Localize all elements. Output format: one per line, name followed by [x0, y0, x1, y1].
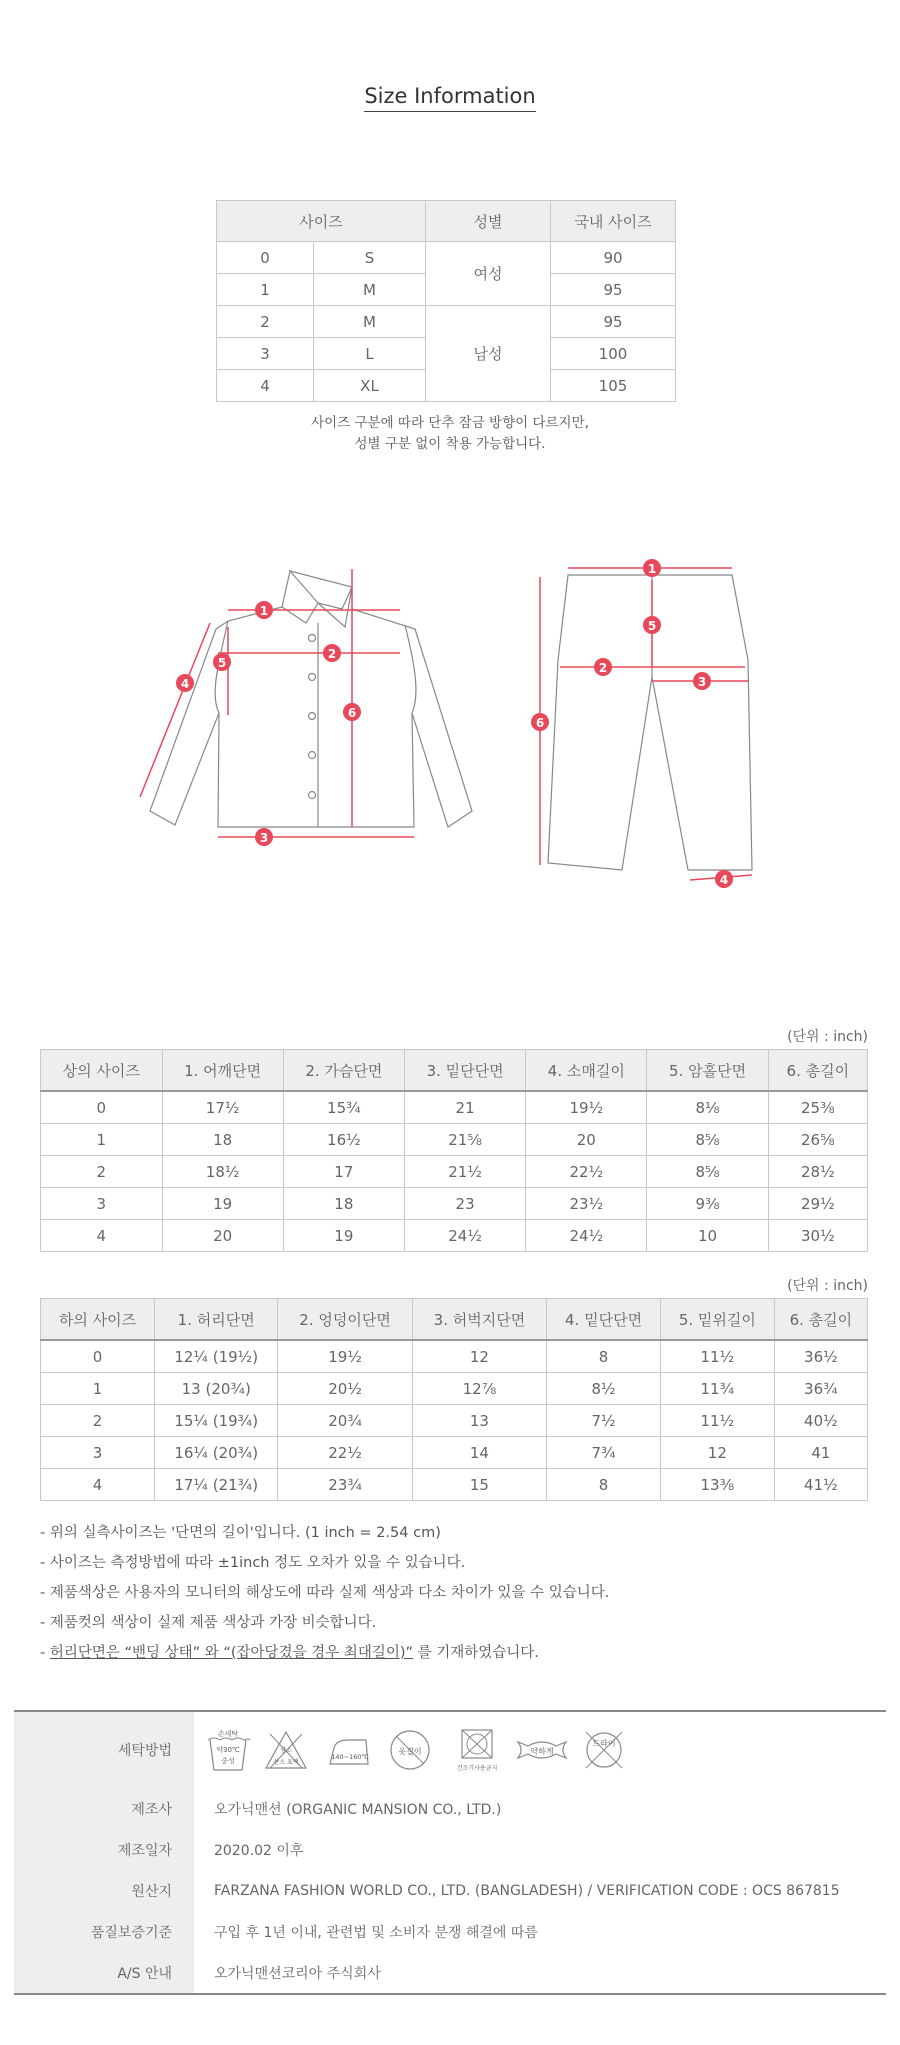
table-cell: 4	[41, 1469, 155, 1501]
svg-text:4: 4	[719, 873, 729, 887]
pants-marker-6	[531, 713, 549, 731]
pants-marker-4	[715, 870, 733, 888]
table-row	[41, 1469, 868, 1501]
table-cell: 24½	[526, 1220, 647, 1252]
table-cell: 3	[41, 1188, 163, 1220]
table-cell: 13⅜	[660, 1469, 774, 1501]
table-cell: 11¾	[660, 1373, 774, 1405]
pants-marker-3	[693, 672, 711, 690]
shirt-marker-6	[343, 703, 361, 721]
table-cell: 12	[660, 1437, 774, 1469]
unit-label-top: (단위 : inch)	[787, 1029, 868, 1045]
table-cell: 30½	[768, 1220, 867, 1252]
table-cell: 3	[41, 1437, 155, 1469]
hand-wash-icon	[204, 1726, 252, 1774]
table-cell: 7½	[547, 1405, 661, 1437]
table-cell: 19½	[278, 1340, 412, 1373]
table-cell: 41	[774, 1437, 867, 1469]
table-header-cell: 3. 밑단단면	[404, 1050, 525, 1092]
iron-icon	[320, 1726, 376, 1774]
as-row: A/S 안내 오가닉맨션코리아 주식회사	[14, 1952, 886, 1993]
shirt-marker-3	[255, 828, 273, 846]
table-row	[41, 1405, 868, 1437]
no-dry-clean-icon	[580, 1726, 628, 1774]
table-header-cell: 5. 암홀단면	[647, 1050, 768, 1092]
note-item: - 제품컷의 색상이 실제 제품 색상과 가장 비슷합니다.	[40, 1615, 377, 1631]
hang-dry-icon	[386, 1726, 434, 1774]
table-cell: 20¾	[278, 1405, 412, 1437]
table-cell: 16½	[283, 1124, 404, 1156]
table-cell: 2	[217, 306, 314, 338]
size-note: 사이즈 구분에 따라 단추 잠금 방향이 다르지만, 성별 구분 없이 착용 가능합니다.	[311, 415, 589, 452]
table-cell: 17½	[162, 1091, 283, 1124]
svg-text:약하게: 약하게	[530, 1747, 554, 1756]
table-cell: 19½	[526, 1091, 647, 1124]
table-header-cell: 3. 허벅지단면	[412, 1299, 546, 1341]
pants-marker-5	[643, 616, 661, 634]
table-cell: 14	[412, 1437, 546, 1469]
table-cell: 36½	[774, 1340, 867, 1373]
table-header-cell: 5. 밑위길이	[660, 1299, 774, 1341]
table-header-cell: 하의 사이즈	[41, 1299, 155, 1341]
table-cell: 15¾	[283, 1091, 404, 1124]
no-dryer-icon	[444, 1726, 504, 1774]
table-cell: 7¾	[547, 1437, 661, 1469]
no-bleach-icon	[262, 1726, 310, 1774]
table-cell: 25⅜	[768, 1091, 867, 1124]
table-cell: 11½	[660, 1405, 774, 1437]
table-row	[217, 242, 676, 274]
shirt-marker-5	[213, 653, 231, 671]
svg-text:2: 2	[598, 661, 608, 675]
table-cell: M	[314, 274, 426, 306]
table-cell: 90	[551, 242, 676, 274]
warranty-row: 품질보증기준 구입 후 1년 이내, 관련법 및 소비자 분쟁 해결에 따름	[14, 1911, 886, 1952]
table-header-cell: 6. 총길이	[774, 1299, 867, 1341]
table-cell: 19	[283, 1220, 404, 1252]
table-row	[41, 1091, 868, 1124]
svg-text:4: 4	[180, 677, 190, 691]
marker-group	[176, 559, 733, 888]
table-cell: 23	[404, 1188, 525, 1220]
svg-text:손세탁: 손세탁	[217, 1730, 239, 1738]
shirt-marker-2	[323, 644, 341, 662]
table-row	[217, 306, 676, 338]
table-header-cell: 4. 밑단단면	[547, 1299, 661, 1341]
bottom-size-table	[40, 1298, 868, 1501]
table-row	[41, 1437, 868, 1469]
origin-row: 원산지 FARZANA FASHION WORLD CO., LTD. (BANGLADESH) / VERIFICATION CODE : OCS 867815	[14, 1870, 886, 1911]
table-cell: 21½	[404, 1156, 525, 1188]
size-header: 사이즈	[217, 201, 426, 242]
svg-text:5: 5	[217, 656, 227, 670]
svg-text:6: 6	[535, 716, 545, 730]
svg-text:염소: 염소	[280, 1747, 292, 1754]
table-header-cell: 1. 허리단면	[155, 1299, 278, 1341]
wash-row	[14, 1712, 886, 1788]
size-table	[216, 200, 676, 402]
svg-text:드라이: 드라이	[592, 1739, 616, 1748]
table-cell: 20½	[278, 1373, 412, 1405]
gender-male: 남성	[426, 306, 551, 402]
table-cell: 40½	[774, 1405, 867, 1437]
table-cell: 95	[551, 274, 676, 306]
page-title: Size Information	[0, 84, 900, 108]
table-header-cell: 1. 어깨단면	[162, 1050, 283, 1092]
shirt-marker-4	[176, 674, 194, 692]
svg-text:6: 6	[347, 706, 357, 720]
table-cell: 15¼ (19¾)	[155, 1405, 278, 1437]
table-cell: 15	[412, 1469, 546, 1501]
svg-text:1: 1	[259, 604, 269, 618]
table-cell: 8⅝	[647, 1156, 768, 1188]
table-cell: 1	[41, 1373, 155, 1405]
table-cell: L	[314, 338, 426, 370]
pants-marker-2	[594, 658, 612, 676]
table-row	[41, 1373, 868, 1405]
table-cell: 41½	[774, 1469, 867, 1501]
table-cell: 23¾	[278, 1469, 412, 1501]
table-cell: 20	[162, 1220, 283, 1252]
table-cell: 13 (20¾)	[155, 1373, 278, 1405]
table-cell: 36¾	[774, 1373, 867, 1405]
table-cell: 23½	[526, 1188, 647, 1220]
maker-row: 제조사 오가닉맨션 (ORGANIC MANSION CO., LTD.)	[14, 1788, 886, 1829]
table-cell: 105	[551, 370, 676, 402]
table-cell: 9⅜	[647, 1188, 768, 1220]
gender-female: 여성	[426, 242, 551, 306]
table-header-cell: 상의 사이즈	[41, 1050, 163, 1092]
table-cell: 22½	[278, 1437, 412, 1469]
table-cell: 3	[217, 338, 314, 370]
table-cell: 95	[551, 306, 676, 338]
table-cell: 22½	[526, 1156, 647, 1188]
svg-text:1: 1	[647, 562, 657, 576]
note-item: - 제품색상은 사용자의 모니터의 해상도에 따라 실제 색상과 다소 차이가 있을 수 있습니다.	[40, 1585, 610, 1601]
table-row	[41, 1220, 868, 1252]
table-row	[41, 1340, 868, 1373]
gentle-wring-icon	[514, 1726, 570, 1774]
table-cell: 12¼ (19½)	[155, 1340, 278, 1373]
table-cell: 29½	[768, 1188, 867, 1220]
svg-text:3: 3	[259, 831, 269, 845]
note-item: - 허리단면은 “밴딩 상태” 와 “(잡아당겼을 경우 최대길이)” 를 기재하였습니다.	[40, 1645, 539, 1661]
table-cell: 8½	[547, 1373, 661, 1405]
table-row	[41, 1156, 868, 1188]
table-cell: 13	[412, 1405, 546, 1437]
table-cell: 19	[162, 1188, 283, 1220]
table-cell: 100	[551, 338, 676, 370]
table-cell: 0	[41, 1091, 163, 1124]
svg-text:건조기사용금지: 건조기사용금지	[456, 1765, 498, 1772]
table-cell: 28½	[768, 1156, 867, 1188]
table-cell: 17¼ (21¾)	[155, 1469, 278, 1501]
care-icons	[194, 1726, 628, 1774]
svg-text:옷걸이: 옷걸이	[398, 1747, 422, 1756]
table-header-cell: 4. 소매길이	[526, 1050, 647, 1092]
table-cell: 1	[217, 274, 314, 306]
table-cell: 18½	[162, 1156, 283, 1188]
table-cell: 0	[217, 242, 314, 274]
note-item: - 사이즈는 측정방법에 따라 ±1inch 정도 오차가 있을 수 있습니다.	[40, 1555, 466, 1571]
table-cell: 21	[404, 1091, 525, 1124]
table-header-cell: 2. 가슴단면	[283, 1050, 404, 1092]
note-item: - 위의 실측사이즈는 '단면의 길이'입니다. (1 inch = 2.54 cm)	[40, 1525, 441, 1541]
table-cell: 18	[283, 1188, 404, 1220]
kr-size-header: 국내 사이즈	[551, 201, 676, 242]
table-cell: 8⅝	[647, 1124, 768, 1156]
table-header-cell: 6. 총길이	[768, 1050, 867, 1092]
table-cell: 2	[41, 1156, 163, 1188]
svg-text:2: 2	[327, 647, 337, 661]
table-cell: S	[314, 242, 426, 274]
table-cell: 4	[41, 1220, 163, 1252]
table-cell: 10	[647, 1220, 768, 1252]
table-cell: 16¼ (20¾)	[155, 1437, 278, 1469]
table-row	[41, 1124, 868, 1156]
table-cell: 4	[217, 370, 314, 402]
table-cell: 12⅞	[412, 1373, 546, 1405]
table-row	[41, 1188, 868, 1220]
table-cell: 24½	[404, 1220, 525, 1252]
gender-header: 성별	[426, 201, 551, 242]
table-cell: 21⅝	[404, 1124, 525, 1156]
table-cell: 8	[547, 1340, 661, 1373]
table-cell: 11½	[660, 1340, 774, 1373]
table-cell: 17	[283, 1156, 404, 1188]
svg-text:산소 표백: 산소 표백	[273, 1759, 299, 1766]
table-cell: 18	[162, 1124, 283, 1156]
table-cell: 26⅝	[768, 1124, 867, 1156]
top-size-table	[40, 1049, 868, 1252]
svg-text:140~160℃: 140~160℃	[331, 1753, 369, 1761]
table-cell: M	[314, 306, 426, 338]
table-cell: 8	[547, 1469, 661, 1501]
svg-text:약30℃: 약30℃	[216, 1746, 240, 1754]
svg-text:중성: 중성	[221, 1757, 235, 1765]
svg-text:5: 5	[647, 619, 657, 633]
table-cell: 20	[526, 1124, 647, 1156]
notes-list	[40, 1518, 609, 1668]
shirt-marker-1	[255, 601, 273, 619]
pants-marker-1	[643, 559, 661, 577]
wash-label: 세탁방법	[14, 1712, 194, 1788]
table-cell: 1	[41, 1124, 163, 1156]
table-cell: 0	[41, 1340, 155, 1373]
table-header-cell: 2. 엉덩이단면	[278, 1299, 412, 1341]
care-info	[14, 1710, 886, 1995]
unit-label-bottom: (단위 : inch)	[787, 1278, 868, 1294]
table-cell: XL	[314, 370, 426, 402]
svg-text:3: 3	[697, 675, 707, 689]
table-cell: 8⅛	[647, 1091, 768, 1124]
measurement-diagram	[0, 545, 900, 925]
table-cell: 2	[41, 1405, 155, 1437]
date-row: 제조일자 2020.02 이후	[14, 1829, 886, 1870]
table-cell: 12	[412, 1340, 546, 1373]
